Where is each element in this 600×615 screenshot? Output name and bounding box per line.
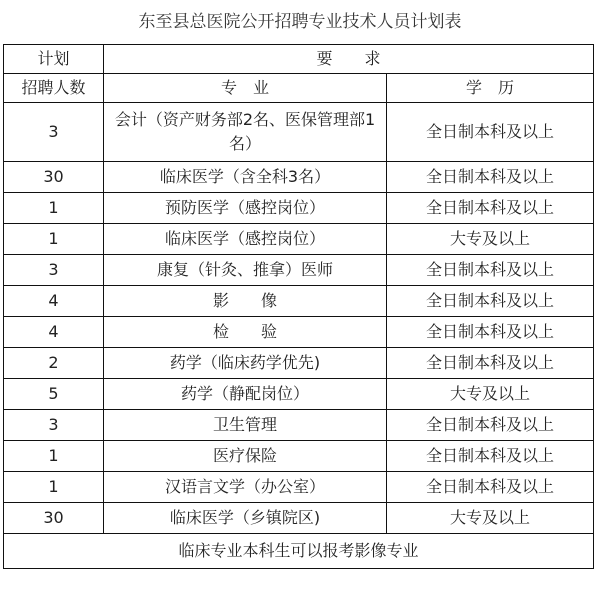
major-cell: 会计（资产财务部2名、医保管理部1名） <box>104 103 387 162</box>
header-major: 专 业 <box>104 74 387 103</box>
education-cell: 全日制本科及以上 <box>387 441 594 472</box>
table-row <box>4 472 594 503</box>
table-row <box>4 503 594 534</box>
major-cell: 医疗保险 <box>104 441 387 472</box>
table-row <box>4 103 594 162</box>
table-row <box>4 410 594 441</box>
education-cell: 全日制本科及以上 <box>387 410 594 441</box>
major-cell: 临床医学（含全科3名） <box>104 162 387 193</box>
count-cell: 3 <box>4 410 104 441</box>
count-cell: 1 <box>4 441 104 472</box>
education-cell: 全日制本科及以上 <box>387 348 594 379</box>
count-cell: 4 <box>4 317 104 348</box>
table-row <box>4 441 594 472</box>
education-cell: 大专及以上 <box>387 224 594 255</box>
major-cell: 临床医学（感控岗位） <box>104 224 387 255</box>
education-cell: 全日制本科及以上 <box>387 317 594 348</box>
table-row <box>4 317 594 348</box>
major-cell: 卫生管理 <box>104 410 387 441</box>
education-cell: 全日制本科及以上 <box>387 286 594 317</box>
count-cell: 30 <box>4 503 104 534</box>
header-education: 学 历 <box>387 74 594 103</box>
count-cell: 1 <box>4 472 104 503</box>
education-cell: 大专及以上 <box>387 503 594 534</box>
count-cell: 5 <box>4 379 104 410</box>
major-cell: 汉语言文学（办公室） <box>104 472 387 503</box>
major-cell: 康复（针灸、推拿）医师 <box>104 255 387 286</box>
header-recruit-count: 招聘人数 <box>4 74 104 103</box>
count-cell: 1 <box>4 193 104 224</box>
education-cell: 全日制本科及以上 <box>387 193 594 224</box>
major-cell: 临床医学（乡镇院区) <box>104 503 387 534</box>
header-plan: 计划 <box>4 45 104 74</box>
count-cell: 3 <box>4 103 104 162</box>
footnote: 临床专业本科生可以报考影像专业 <box>4 534 594 569</box>
table-row <box>4 286 594 317</box>
count-cell: 30 <box>4 162 104 193</box>
education-cell: 全日制本科及以上 <box>387 103 594 162</box>
footnote-row <box>4 534 594 569</box>
education-cell: 全日制本科及以上 <box>387 162 594 193</box>
page-title: 东至县总医院公开招聘专业技术人员计划表 <box>138 12 462 32</box>
major-cell: 药学（静配岗位） <box>104 379 387 410</box>
major-cell: 检 验 <box>104 317 387 348</box>
table-row <box>4 193 594 224</box>
count-cell: 3 <box>4 255 104 286</box>
major-cell: 预防医学（感控岗位） <box>104 193 387 224</box>
major-cell: 影 像 <box>104 286 387 317</box>
recruitment-plan-table <box>3 44 594 569</box>
table-row <box>4 162 594 193</box>
major-cell: 药学（临床药学优先) <box>104 348 387 379</box>
table-row <box>4 379 594 410</box>
count-cell: 1 <box>4 224 104 255</box>
table-row <box>4 348 594 379</box>
count-cell: 4 <box>4 286 104 317</box>
education-cell: 大专及以上 <box>387 379 594 410</box>
education-cell: 全日制本科及以上 <box>387 472 594 503</box>
header-requirements: 要 求 <box>104 45 594 74</box>
header-row-top <box>4 45 594 74</box>
table-row <box>4 255 594 286</box>
education-cell: 全日制本科及以上 <box>387 255 594 286</box>
count-cell: 2 <box>4 348 104 379</box>
header-row-bottom <box>4 74 594 103</box>
table-row <box>4 224 594 255</box>
